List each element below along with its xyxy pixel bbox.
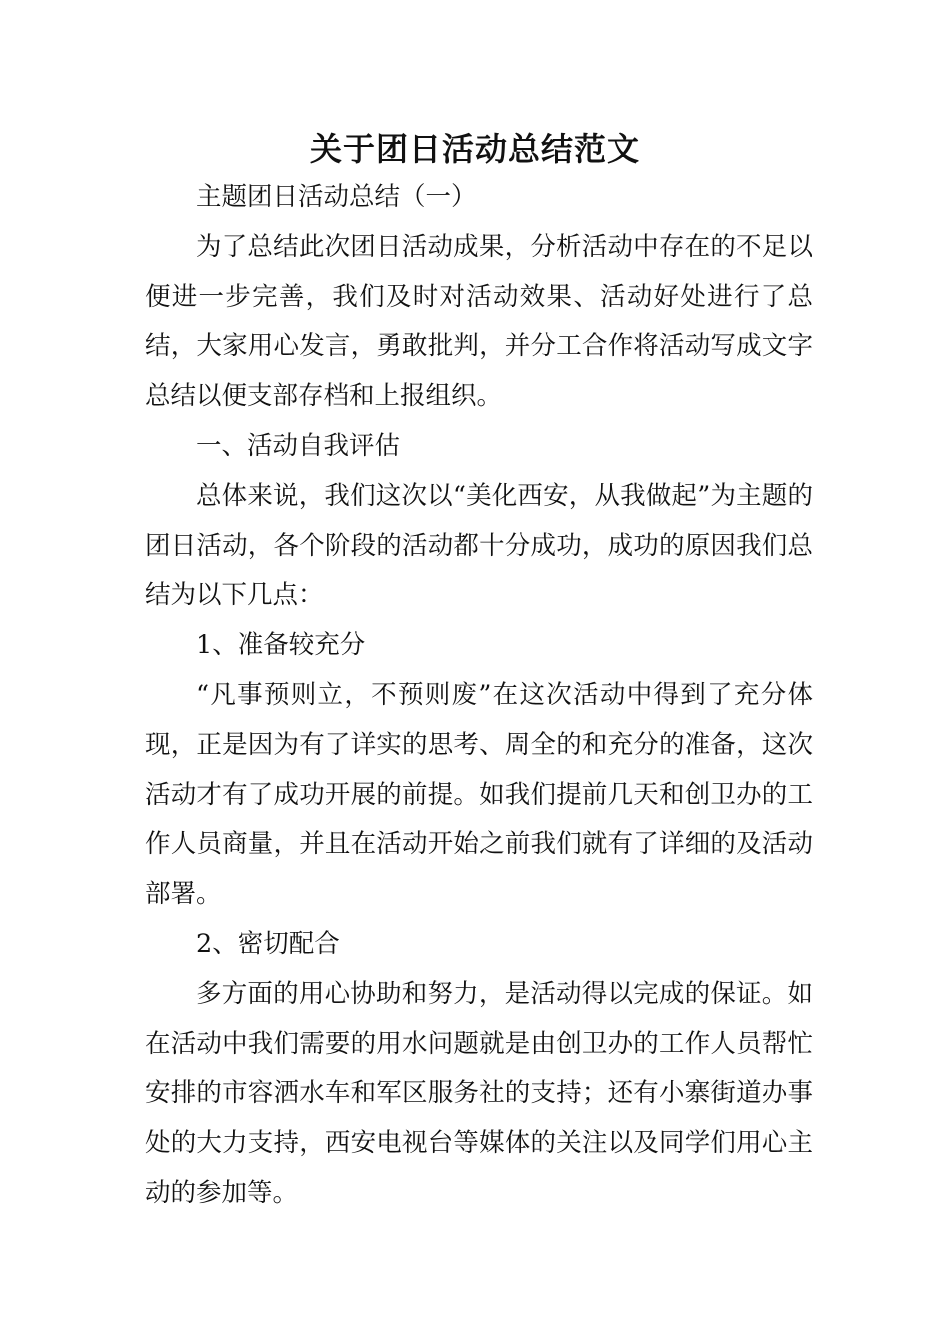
paragraph-preparation: “凡事预则立，不预则废”在这次活动中得到了充分体现，正是因为有了详实的思考、周全的和充分的准备，这次活动才有了成功开展的前提。如我们提前几天和创卫办的工作人员商量，并且在活动开始之前我们就有了详细的及活动部署。 bbox=[145, 679, 813, 910]
section-heading-self-assessment: 一、活动自我评估 bbox=[196, 430, 401, 461]
paragraph-overall: 总体来说，我们这次以“美化西安，从我做起”为主题的团日活动，各个阶段的活动都十分成功，成功的原因我们总结为以下几点： bbox=[145, 480, 813, 611]
section-heading-cooperation: 2、密切配合 bbox=[196, 928, 340, 959]
paragraph-intro: 为了总结此次团日活动成果，分析活动中存在的不足以便进一步完善，我们及时对活动效果、活动好处进行了总结，大家用心发言，勇敢批判，并分工合作将活动写成文字总结以便支部存档和上报组织。 bbox=[145, 231, 813, 412]
document-body bbox=[145, 173, 813, 1219]
document-title: 关于团日活动总结范文 bbox=[309, 130, 640, 168]
paragraph-cooperation: 多方面的用心协助和努力，是活动得以完成的保证。如在活动中我们需要的用水问题就是由创卫办的工作人员帮忙安排的市容洒水车和军区服务社的支持；还有小寨街道办事处的大力支持，西安电视台等媒体的关注以及同学们用心主动的参加等。 bbox=[145, 978, 813, 1208]
section-heading-theme: 主题团日活动总结（一） bbox=[196, 182, 477, 212]
section-heading-preparation: 1、准备较充分 bbox=[196, 630, 366, 661]
